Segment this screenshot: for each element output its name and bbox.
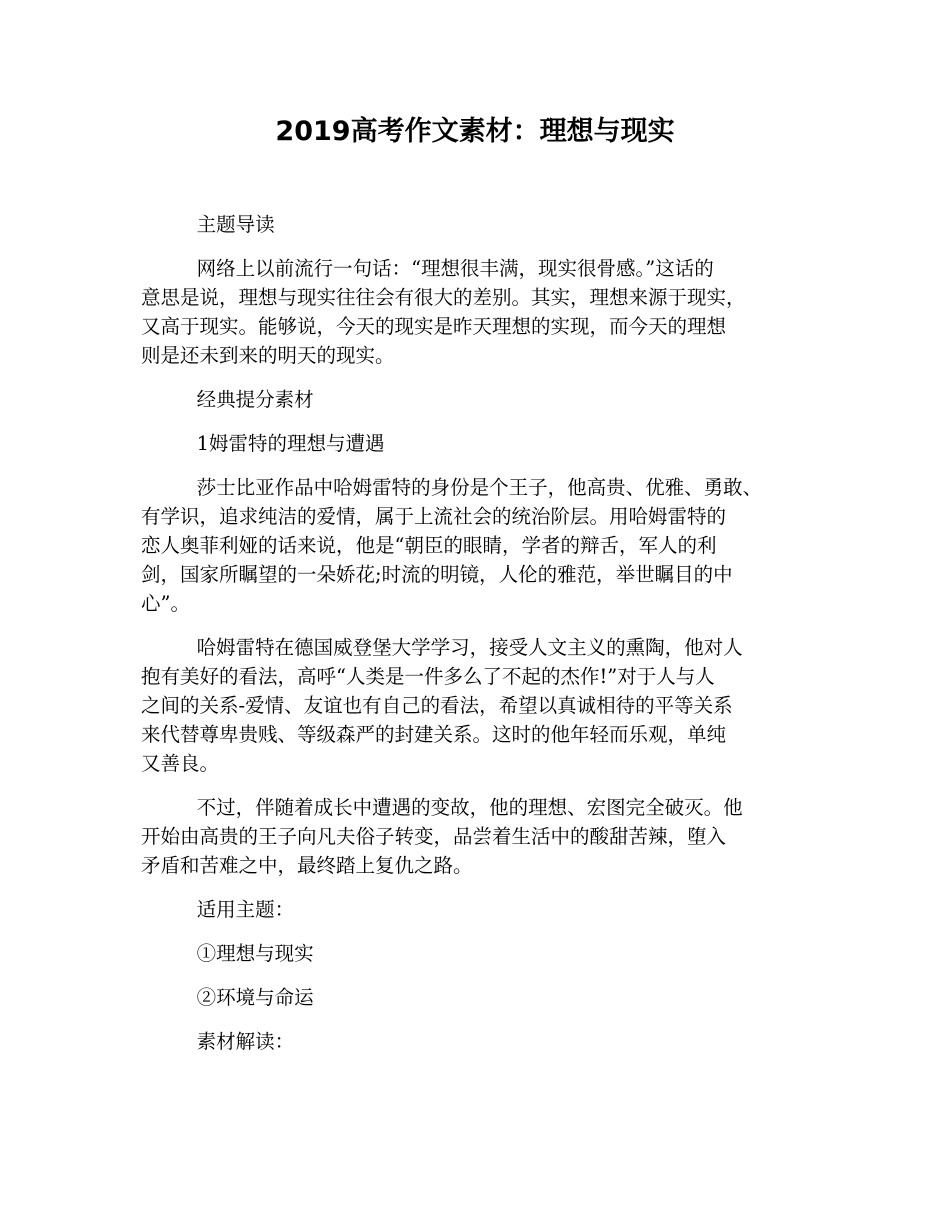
paragraph-body: 哈姆雷特在德国威登堡大学学习，接受人文主义的熏陶，他对人 抱有美好的看法，高呼“人类是一件多么了不起的杰作!”对于人与人 之间的关系-爱情、友谊也有自己的看法，希望以真诚相待的平等关系 来代替尊卑贵贱、等级森严的封建关系。这时的他年轻而乐观，单纯 又善良。	[141, 636, 743, 775]
paragraph-section-heading: 经典提分素材	[196, 388, 314, 411]
paragraph-intro: 网络上以前流行一句话：“理想很丰满，现实很骨感。”这话的 意思是说，理想与现实往往会有很大的差别。其实，理想来源于现实， 又高于现实。能够说，今天的现实是昨天理想的实现，而今天的理想 则是还未到来的明天的现实。	[141, 257, 746, 367]
paragraph-label: 适用主题：	[196, 898, 295, 921]
paragraph-body: 莎士比亚作品中哈姆雷特的身份是个王子，他高贵、优雅、勇敢、 有学识，追求纯洁的爱情，属于上流社会的统治阶层。用哈姆雷特的 恋人奥菲利娅的话来说，他是“朝臣的眼睛，学者的辩舌，军人的利 剑，国家所瞩望的一朵娇花;时流的明镜，人伦的雅范，举世瞩目的中 心”。	[141, 476, 763, 615]
paragraph-list-item: ②环境与命运	[196, 986, 314, 1009]
document-body	[141, 210, 813, 1071]
paragraph-body: 不过，伴随着成长中遭遇的变故，他的理想、宏图完全破灭。他 开始由高贵的王子向凡夫俗子转变，品尝着生活中的酸甜苦辣，堕入 矛盾和苦难之中，最终踏上复仇之路。	[141, 796, 743, 877]
paragraph-section-heading: 主题导读	[196, 213, 275, 236]
paragraph-subheading: 1姆雷特的理想与遭遇	[196, 432, 385, 455]
paragraph-label: 素材解读：	[196, 1030, 295, 1053]
paragraph-list-item: ①理想与现实	[196, 942, 314, 965]
document-title: 2019高考作文素材：理想与现实	[275, 116, 675, 147]
